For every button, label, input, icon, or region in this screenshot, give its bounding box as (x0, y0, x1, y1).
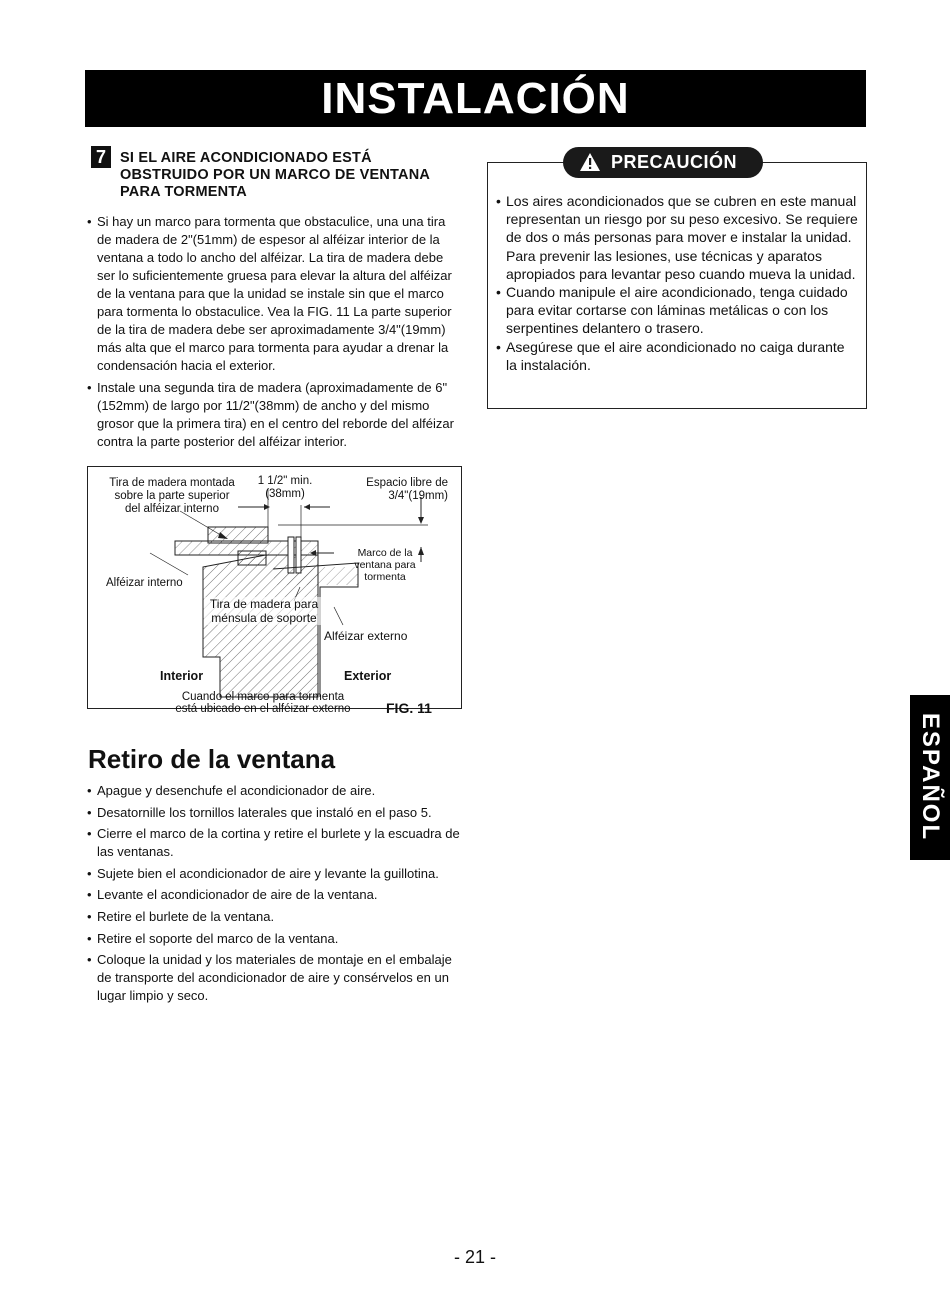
page-banner-title: INSTALACIÓN (85, 70, 866, 127)
list-item: • Los aires acondicionados que se cubren en este manual representan un riesgo por su peso excesivo. Se requiere de dos o más personas para mover e instalar la unidad. Para prevenir las lesiones, use técnicas y aparatos apropiados para levantar peso cuando mueva la unidad. (496, 192, 858, 283)
label-min: 1 1/2" min. (257, 475, 313, 487)
label-interior: Interior (160, 669, 204, 683)
label-wood-strip: del alféizar interno (125, 503, 219, 515)
label-inner-sill: Alféizar interno (106, 577, 183, 589)
label-bracket-strip: ménsula de soporte (211, 611, 317, 625)
section-heading: SI EL AIRE ACONDICIONADO ESTÁ OBSTRUIDO POR UN MARCO DE VENTANA PARA TORMENTA (120, 150, 430, 200)
label-outer-sill: Alféizar externo (324, 629, 408, 643)
section-bullet-list (87, 213, 463, 455)
removal-bullet-list (87, 782, 463, 1009)
list-item: • Si hay un marco para tormenta que obstaculice, una una tira de madera de 2"(51mm) de espesor al alféizar interior de la ventana a todo lo ancho del alféizar. La tira de madera debe ser lo suficientemente gruesa para elevar la altura del alféizar de la ventana para que la unidad se instale sin que el marco para tormenta lo obstaculice. Vea la FIG. 11 La parte superior de la tira de madera debe ser aproximadamente 3/4"(19mm) más alta que el marco para tormenta para ayudar a drenar la condensación hacia el exterior. (87, 213, 463, 375)
label-exterior: Exterior (344, 669, 392, 683)
label-storm-frame: tormenta (364, 571, 406, 583)
label-wood-strip: Tira de madera montada (109, 477, 235, 489)
list-item: • Coloque la unidad y los materiales de montaje en el embalaje de transporte del acondicionador de aire y consérvelos en un lugar limpio y seco. (87, 951, 463, 1005)
caution-header (563, 147, 763, 178)
warning-triangle-icon (579, 152, 601, 172)
list-item: • Cuando manipule el aire acondicionado, tenga cuidado para evitar cortarse con láminas metálicas o con los serpentines delantero o trasero. (496, 283, 858, 338)
label-bracket-strip: Tira de madera para (209, 597, 319, 611)
list-item: • Asegúrese que el aire acondicionado no caiga durante la instalación. (496, 338, 858, 374)
page-number: - 21 - (453, 1247, 496, 1267)
figure-caption: está ubicado en el alféizar externo (175, 703, 351, 715)
list-item: • Desatornille los tornillos laterales que instaló en el paso 5. (87, 804, 463, 822)
list-item: • Cierre el marco de la cortina y retire el burlete y la escuadra de las ventanas. (87, 825, 463, 861)
language-label: ESPAÑOL (917, 712, 944, 842)
label-min: (38mm) (265, 488, 305, 500)
label-storm-frame: ventana para (354, 559, 416, 571)
list-item: • Instale una segunda tira de madera (aproximadamente de 6"(152mm) de largo por 11/2"(38mm) de ancho y del mismo grosor que la primera tira) en el centro del reborde del alféizar contra la parte posterior del alféizar interior. (87, 379, 463, 451)
figure-11-box (87, 466, 462, 716)
caution-bullet-list (496, 192, 858, 374)
list-item: • Levante el acondicionador de aire de la ventana. (87, 886, 463, 904)
list-item: • Retire el soporte del marco de la ventana. (87, 930, 463, 948)
figure-caption: Cuando el marco para tormenta (181, 691, 345, 703)
list-item: • Apague y desenchufe el acondicionador de aire. (87, 782, 463, 800)
language-side-tab (910, 695, 950, 860)
removal-title: Retiro de la ventana (88, 744, 336, 774)
figure-number: FIG. 11 (386, 700, 432, 716)
wood-strip-top (208, 527, 268, 543)
label-storm-frame: Marco de la (357, 547, 413, 559)
list-item: • Sujete bien el acondicionador de aire y levante la guillotina. (87, 865, 463, 883)
wood-strip-second (238, 551, 266, 565)
list-item: • Retire el burlete de la ventana. (87, 908, 463, 926)
label-clearance: 3/4"(19mm) (388, 490, 448, 502)
caution-label: PRECAUCIÓN (611, 152, 738, 172)
label-clearance: Espacio libre de (366, 477, 448, 489)
label-wood-strip: sobre la parte superior (114, 490, 230, 502)
step-number-badge: 7 (91, 146, 111, 168)
